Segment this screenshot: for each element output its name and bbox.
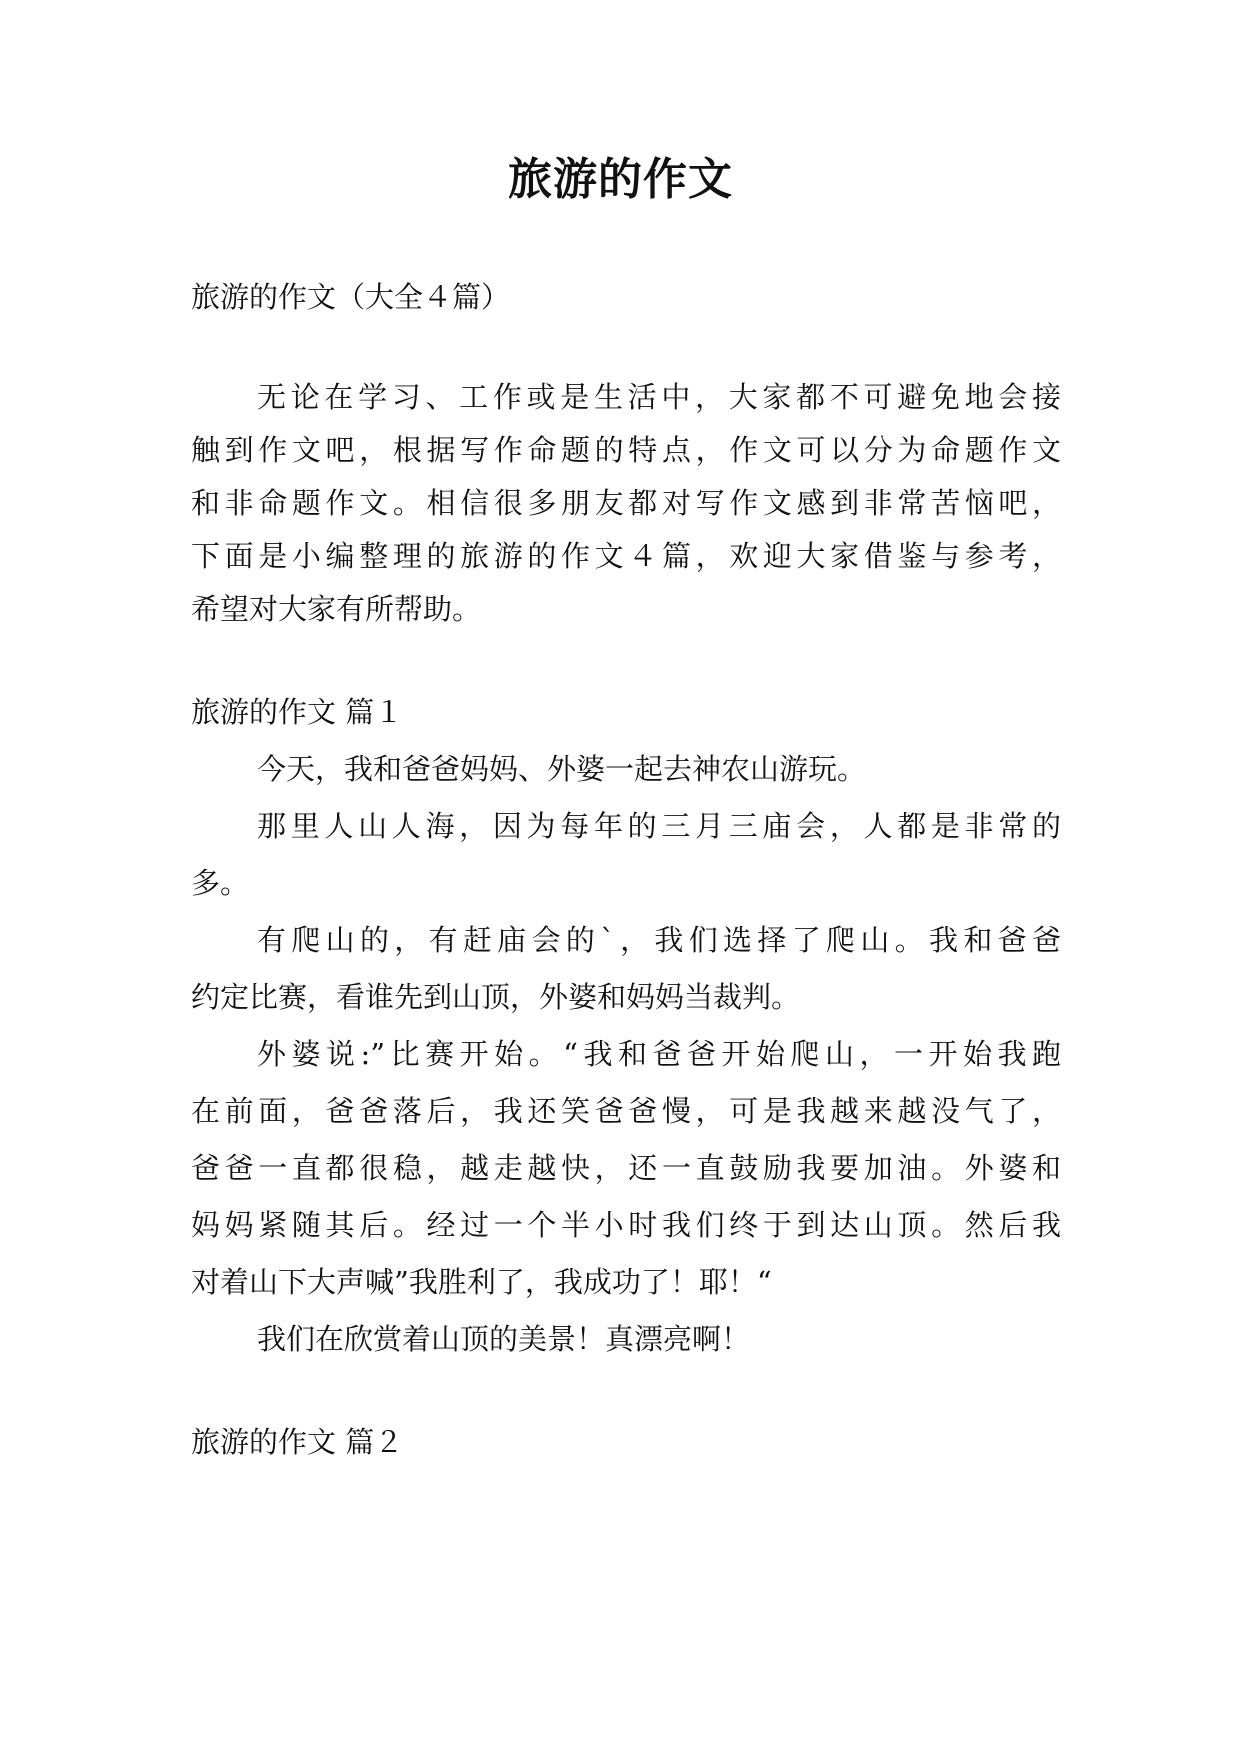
intro-line-5: 希望对大家有所帮助。 [191, 592, 482, 626]
intro-line-1: 无论在学习、工作或是生活中，大家都不可避免地会接 [257, 380, 1061, 414]
section1-line-10: 对着山下大声喊”我胜利了，我成功了！耶！“ [191, 1265, 772, 1299]
document-title: 旅游的作文 [508, 154, 733, 205]
section1-line-2: 那里人山人海，因为每年的三月三庙会，人都是非常的 [257, 809, 1061, 843]
intro-line-2: 触到作文吧，根据写作命题的特点，作文可以分为命题作文 [191, 433, 1061, 467]
section1-line-7: 在前面，爸爸落后，我还笑爸爸慢，可是我越来越没气了， [191, 1094, 1061, 1128]
section1-line-1: 今天，我和爸爸妈妈、外婆一起去神农山游玩。 [257, 752, 867, 786]
intro-line-3: 和非命题作文。相信很多朋友都对写作文感到非常苦恼吧， [191, 486, 1061, 520]
document-subtitle: 旅游的作文（大全４篇） [191, 280, 511, 314]
section1-line-8: 爸爸一直都很稳，越走越快，还一直鼓励我要加油。外婆和 [191, 1151, 1061, 1185]
section1-heading: 旅游的作文 篇１ [191, 695, 404, 729]
section1-line-6: 外婆说:”比赛开始。“我和爸爸开始爬山，一开始我跑 [257, 1037, 1061, 1071]
section2-heading: 旅游的作文 篇２ [191, 1425, 404, 1459]
section1-line-9: 妈妈紧随其后。经过一个半小时我们终于到达山顶。然后我 [191, 1208, 1061, 1242]
section1-line-11: 我们在欣赏着山顶的美景！真漂亮啊！ [257, 1322, 751, 1356]
section1-line-5: 约定比赛，看谁先到山顶，外婆和妈妈当裁判。 [191, 980, 801, 1014]
intro-line-4: 下面是小编整理的旅游的作文４篇，欢迎大家借鉴与参考， [191, 539, 1061, 573]
section1-line-3: 多。 [191, 866, 250, 900]
section1-line-4: 有爬山的，有赶庙会的`，我们选择了爬山。我和爸爸 [257, 923, 1061, 957]
